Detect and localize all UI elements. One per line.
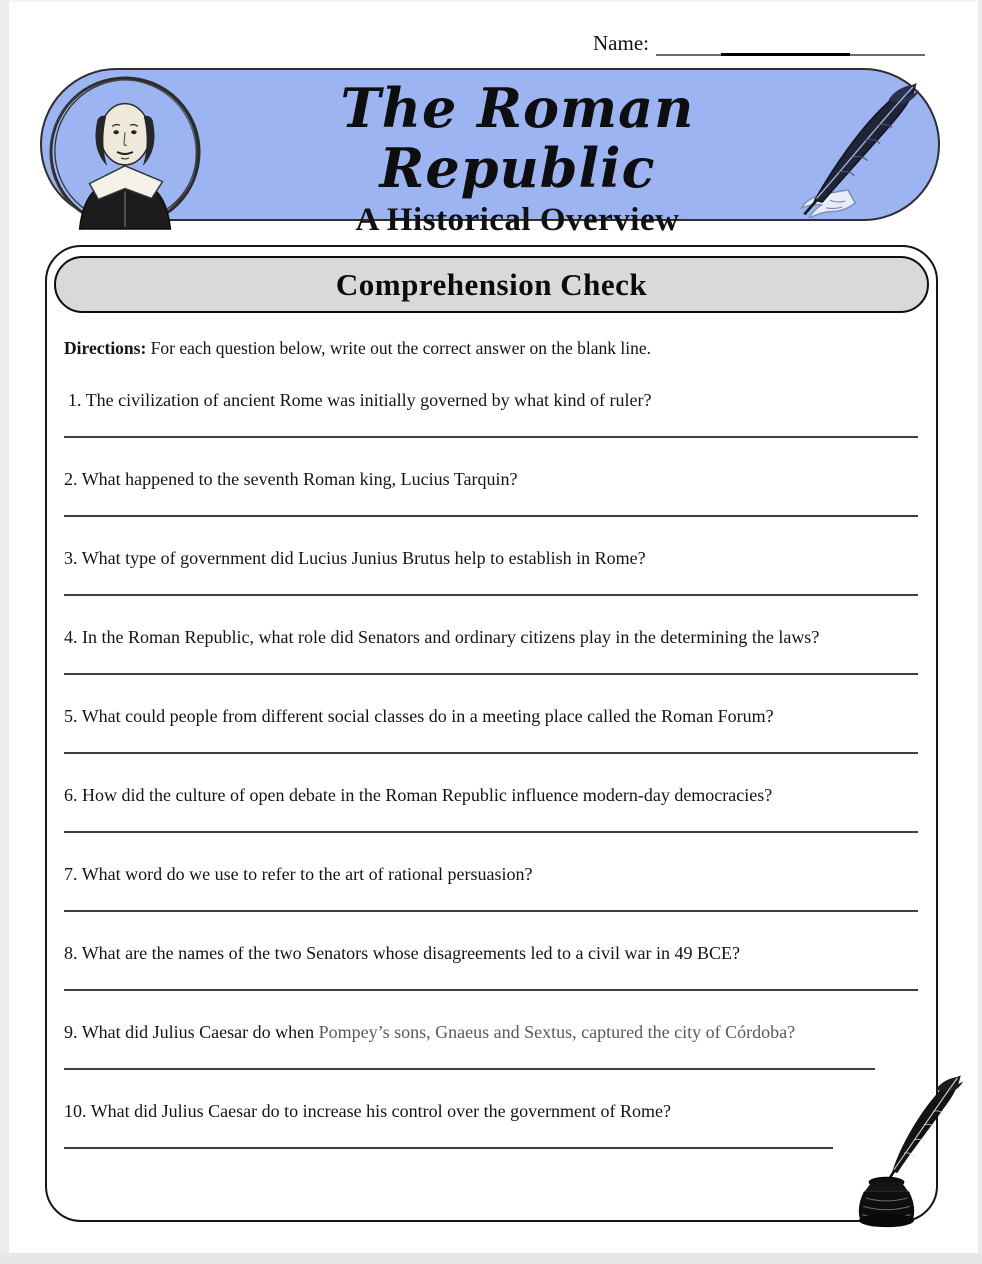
directions bbox=[64, 337, 918, 359]
question-item bbox=[64, 468, 918, 517]
page-edge-left bbox=[0, 0, 9, 1264]
directions-text: For each question below, write out the correct answer on the blank line. bbox=[146, 338, 652, 358]
question-number: 8. bbox=[64, 943, 78, 963]
question-item bbox=[64, 863, 918, 912]
question-item bbox=[64, 942, 918, 991]
inkwell-quill-icon bbox=[849, 1063, 974, 1238]
header-banner bbox=[40, 68, 940, 238]
question-text: 5. What could people from different social classes do in a meeting place called the Roman Forum? bbox=[64, 706, 774, 726]
section-title-pill bbox=[54, 256, 929, 313]
question-item bbox=[64, 705, 918, 754]
comprehension-check-panel bbox=[45, 245, 938, 1222]
question-number: 6. bbox=[64, 785, 78, 805]
worksheet-body bbox=[47, 247, 936, 1149]
question-number: 1. bbox=[68, 390, 82, 410]
question-text: 9. What did Julius Caesar do when Pompey’s sons, Gnaeus and Sextus, captured the city of Córdoba? bbox=[64, 1022, 796, 1042]
question-item bbox=[64, 1100, 918, 1149]
question-text: 4. In the Roman Republic, what role did Senators and ordinary citizens play in the determining the laws? bbox=[64, 627, 820, 647]
directions-label: Directions: bbox=[64, 338, 147, 358]
question-number: 5. bbox=[64, 706, 78, 726]
name-answer-line[interactable] bbox=[656, 30, 925, 56]
question-number: 2. bbox=[64, 469, 78, 489]
page-edge-bottom bbox=[0, 1253, 982, 1264]
question-text: 6. How did the culture of open debate in the Roman Republic influence modern-day democracies? bbox=[64, 785, 773, 805]
answer-line[interactable] bbox=[64, 515, 918, 517]
answer-line[interactable] bbox=[64, 910, 918, 912]
question-text: 10. What did Julius Caesar do to increase his control over the government of Rome? bbox=[64, 1101, 672, 1121]
page-subtitle: A Historical Overview bbox=[355, 201, 680, 238]
question-text: 7. What word do we use to refer to the art of rational persuasion? bbox=[64, 864, 533, 884]
page-edge-right bbox=[978, 0, 982, 1264]
question-number: 10. bbox=[64, 1101, 87, 1121]
answer-line[interactable] bbox=[64, 1147, 833, 1149]
page-title: The Roman Republic bbox=[340, 76, 695, 201]
page-edge-top bbox=[0, 0, 982, 2]
question-item bbox=[64, 389, 918, 438]
question-number: 9. bbox=[64, 1022, 78, 1042]
question-number: 3. bbox=[64, 548, 78, 568]
answer-line[interactable] bbox=[64, 673, 918, 675]
answer-line[interactable] bbox=[64, 989, 918, 991]
answer-line[interactable] bbox=[64, 594, 918, 596]
banner-text bbox=[247, 78, 788, 238]
name-row bbox=[593, 30, 925, 56]
answer-line[interactable] bbox=[64, 436, 918, 438]
question-text: 2. What happened to the seventh Roman king, Lucius Tarquin? bbox=[64, 469, 518, 489]
answer-line[interactable] bbox=[64, 752, 918, 754]
answer-line[interactable] bbox=[64, 1068, 875, 1070]
question-item bbox=[64, 547, 918, 596]
question-text: 8. What are the names of the two Senators whose disagreements led to a civil war in 49 BCE? bbox=[64, 943, 740, 963]
question-text: 1. The civilization of ancient Rome was initially governed by what kind of ruler? bbox=[68, 390, 652, 410]
question-item bbox=[64, 1021, 918, 1070]
section-title: Comprehension Check bbox=[335, 266, 648, 302]
name-label: Name: bbox=[593, 31, 649, 55]
question-item bbox=[64, 784, 918, 833]
name-line-dark-segment bbox=[721, 53, 850, 56]
question-number: 7. bbox=[64, 864, 78, 884]
questions-list bbox=[64, 389, 918, 1149]
answer-line[interactable] bbox=[64, 831, 918, 833]
question-text: 3. What type of government did Lucius Junius Brutus help to establish in Rome? bbox=[64, 548, 646, 568]
question-number: 4. bbox=[64, 627, 78, 647]
shakespeare-portrait-icon bbox=[46, 73, 204, 231]
question-item bbox=[64, 626, 918, 675]
hand-quill-icon bbox=[794, 75, 926, 218]
